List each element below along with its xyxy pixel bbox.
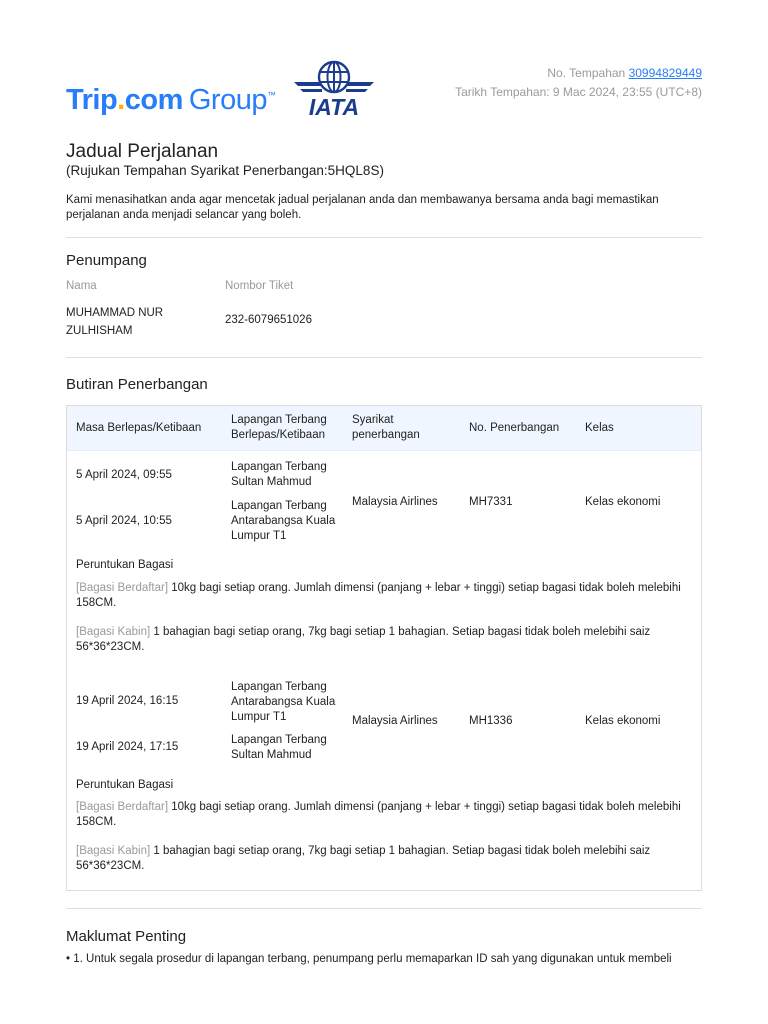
flight-2-flight-number: MH1336 [469, 715, 513, 727]
divider [66, 357, 702, 358]
flight-2-checked-baggage [76, 800, 696, 830]
flight-2-cabin-baggage [76, 844, 696, 874]
flight-2-arrival-airport: Lapangan Terbang Sultan Mahmud [231, 734, 327, 761]
table-header [67, 406, 701, 451]
booking-meta [455, 64, 702, 102]
important-info-text: 1. Untuk segala prosedur di lapangan terbang, penumpang perlu memaparkan ID sah yang digunakan untuk membeli [73, 953, 672, 965]
divider [66, 237, 702, 238]
page-title: Jadual Perjalanan [66, 141, 219, 162]
flight-1-airline: Malaysia Airlines [352, 496, 438, 508]
flight-details-table [66, 405, 702, 891]
checked-baggage-tag: [Bagasi Berdaftar] [76, 582, 169, 594]
flight-2-departure-airport: Lapangan Terbang Antarabangsa Kuala Lumpur T1 [231, 681, 336, 723]
flight-2-departure-time: 19 April 2024, 16:15 [76, 695, 179, 707]
flight-1-class: Kelas ekonomi [585, 496, 661, 508]
flight-2-baggage-title: Peruntukan Bagasi [76, 779, 174, 791]
ticket-number-header: Nombor Tiket [225, 280, 294, 292]
intro-text: Kami menasihatkan anda agar mencetak jadual perjalanan anda dan membawanya bersama anda bagi memastikan perjalanan anda menjadi selancar yang boleh. [66, 194, 659, 221]
col-header-flight-no: No. Penerbangan [469, 422, 560, 434]
flight-2-arrival-time: 19 April 2024, 17:15 [76, 741, 179, 753]
flight-1-flight-number: MH7331 [469, 496, 513, 508]
checked-baggage-text: 10kg bagi setiap orang. Jumlah dimensi (panjang + lebar + tinggi) setiap bagasi tidak boleh melebihi 158CM. [76, 582, 681, 609]
flight-2-class: Kelas ekonomi [585, 715, 661, 727]
checked-baggage-tag: [Bagasi Berdaftar] [76, 801, 169, 813]
itinerary-page [66, 0, 702, 1024]
col-header-airport: Lapangan Terbang Berlepas/Ketibaan [231, 414, 327, 441]
svg-text:IATA: IATA [308, 94, 360, 120]
ticket-number: 232-6079651026 [225, 314, 312, 326]
checked-baggage-text: 10kg bagi setiap orang. Jumlah dimensi (panjang + lebar + tinggi) setiap bagasi tidak boleh melebihi 158CM. [76, 801, 681, 828]
cabin-baggage-tag: [Bagasi Kabin] [76, 845, 151, 857]
iata-logo [292, 60, 376, 120]
flight-1-arrival-airport: Lapangan Terbang Antarabangsa Kuala Lumpur T1 [231, 500, 336, 542]
important-info-section-title: Maklumat Penting [66, 928, 187, 945]
col-header-class: Kelas [585, 422, 614, 434]
flight-section-title: Butiran Penerbangan [66, 376, 208, 393]
bullet-symbol: • [66, 953, 71, 965]
flight-1-departure-airport: Lapangan Terbang Sultan Mahmud [231, 461, 327, 488]
trip-com-group-logo: Trip.com Group™ [66, 84, 276, 116]
flight-1-departure-time: 5 April 2024, 09:55 [76, 469, 172, 481]
flight-2-airline: Malaysia Airlines [352, 715, 438, 727]
booking-date: Tarikh Tempahan: 9 Mac 2024, 23:55 (UTC+8) [455, 85, 702, 99]
divider [66, 908, 702, 909]
booking-number-row [455, 64, 702, 83]
passenger-name-header: Nama [66, 280, 97, 292]
col-header-airline: Syarikat penerbangan [352, 414, 420, 441]
flight-1-checked-baggage [76, 581, 696, 611]
passenger-name: MUHAMMAD NUR ZULHISHAM [66, 307, 164, 337]
header [66, 0, 702, 130]
booking-number-label: No. Tempahan [547, 66, 626, 80]
cabin-baggage-tag: [Bagasi Kabin] [76, 626, 151, 638]
important-info-item [66, 953, 672, 965]
flight-1-baggage-title: Peruntukan Bagasi [76, 559, 174, 571]
booking-number-link[interactable]: 30994829449 [628, 66, 702, 80]
cabin-baggage-text: 1 bahagian bagi setiap orang, 7kg bagi setiap 1 bahagian. Setiap bagasi tidak boleh melebihi saiz 56*36*23CM. [76, 626, 651, 653]
col-header-time: Masa Berlepas/Ketibaan [76, 422, 202, 434]
cabin-baggage-text: 1 bahagian bagi setiap orang, 7kg bagi setiap 1 bahagian. Setiap bagasi tidak boleh melebihi saiz 56*36*23CM. [76, 845, 651, 872]
passenger-section-title: Penumpang [66, 252, 147, 269]
flight-1-cabin-baggage [76, 625, 696, 655]
flight-1-arrival-time: 5 April 2024, 10:55 [76, 515, 172, 527]
airline-booking-reference: (Rujukan Tempahan Syarikat Penerbangan:5HQL8S) [66, 163, 384, 178]
